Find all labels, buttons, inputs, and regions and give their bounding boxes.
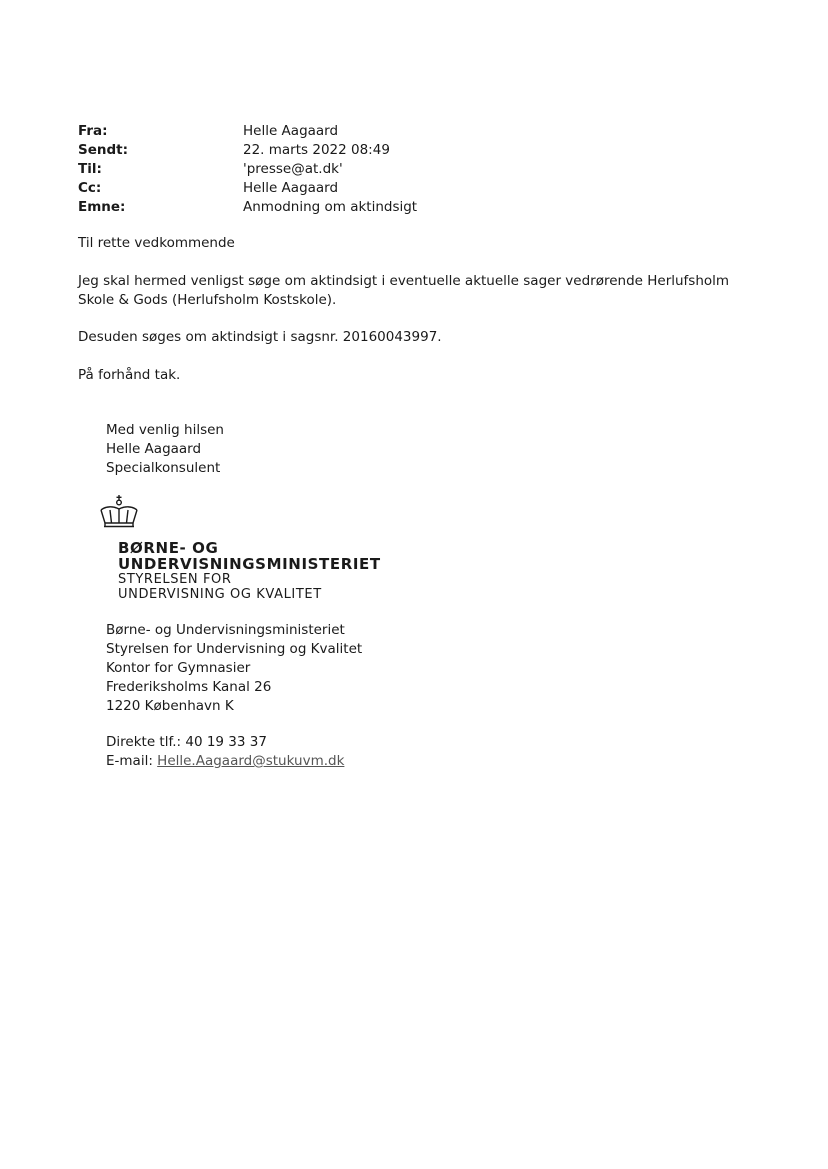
signature-name: Helle Aagaard bbox=[106, 441, 202, 457]
header-row-subject bbox=[78, 198, 678, 217]
logo-line-1: BØRNE- OG bbox=[118, 539, 219, 557]
header-value: Anmodning om aktindsigt bbox=[243, 199, 418, 215]
contact-block bbox=[106, 733, 344, 771]
body-paragraph-thanks: På forhånd tak. bbox=[78, 367, 181, 383]
header-value: 'presse@at.dk' bbox=[243, 161, 343, 177]
signature-title: Specialkonsulent bbox=[106, 460, 221, 476]
phone-number: 40 19 33 37 bbox=[185, 734, 267, 750]
crown-icon bbox=[98, 494, 140, 530]
header-row-sent bbox=[78, 141, 678, 160]
header-label: Fra: bbox=[78, 123, 108, 139]
signature-block bbox=[106, 421, 224, 478]
body-paragraph-request: Jeg skal hermed venligst søge om aktindsigt i eventuelle aktuelle sager vedrørende Herlufsholm Skole & Gods (Herlufsholm Kostskole). bbox=[78, 273, 730, 308]
header-label: Til: bbox=[78, 161, 102, 177]
email-link[interactable]: Helle.Aagaard@stukuvm.dk bbox=[157, 753, 345, 769]
logo-line-2: UNDERVISNINGSMINISTERIET bbox=[118, 555, 381, 573]
header-value: Helle Aagaard bbox=[243, 123, 339, 139]
header-label: Emne: bbox=[78, 199, 126, 215]
phone-line bbox=[106, 733, 344, 752]
logo-line-3: STYRELSEN FOR bbox=[118, 572, 232, 587]
email-line bbox=[106, 752, 344, 771]
header-value: 22. marts 2022 08:49 bbox=[243, 142, 390, 158]
header-row-cc bbox=[78, 179, 678, 198]
address-line: Kontor for Gymnasier bbox=[106, 660, 251, 676]
address-line: Styrelsen for Undervisning og Kvalitet bbox=[106, 641, 363, 657]
email-label: E-mail: bbox=[106, 753, 158, 769]
header-label: Cc: bbox=[78, 180, 102, 196]
address-line: Børne- og Undervisningsministeriet bbox=[106, 622, 345, 638]
body-paragraph-case: Desuden søges om aktindsigt i sagsnr. 20160043997. bbox=[78, 329, 442, 345]
ministry-logo bbox=[118, 540, 381, 602]
phone-label: Direkte tlf.: bbox=[106, 734, 186, 750]
email-header bbox=[78, 122, 678, 217]
address-line: 1220 København K bbox=[106, 698, 234, 714]
logo-line-4: UNDERVISNING OG KVALITET bbox=[118, 587, 322, 602]
greeting: Til rette vedkommende bbox=[78, 235, 235, 251]
address-line: Frederiksholms Kanal 26 bbox=[106, 679, 272, 695]
address-block bbox=[106, 621, 362, 716]
header-label: Sendt: bbox=[78, 142, 129, 158]
header-row-to bbox=[78, 160, 678, 179]
header-row-from bbox=[78, 122, 678, 141]
signature-closing: Med venlig hilsen bbox=[106, 422, 224, 438]
header-value: Helle Aagaard bbox=[243, 180, 339, 196]
